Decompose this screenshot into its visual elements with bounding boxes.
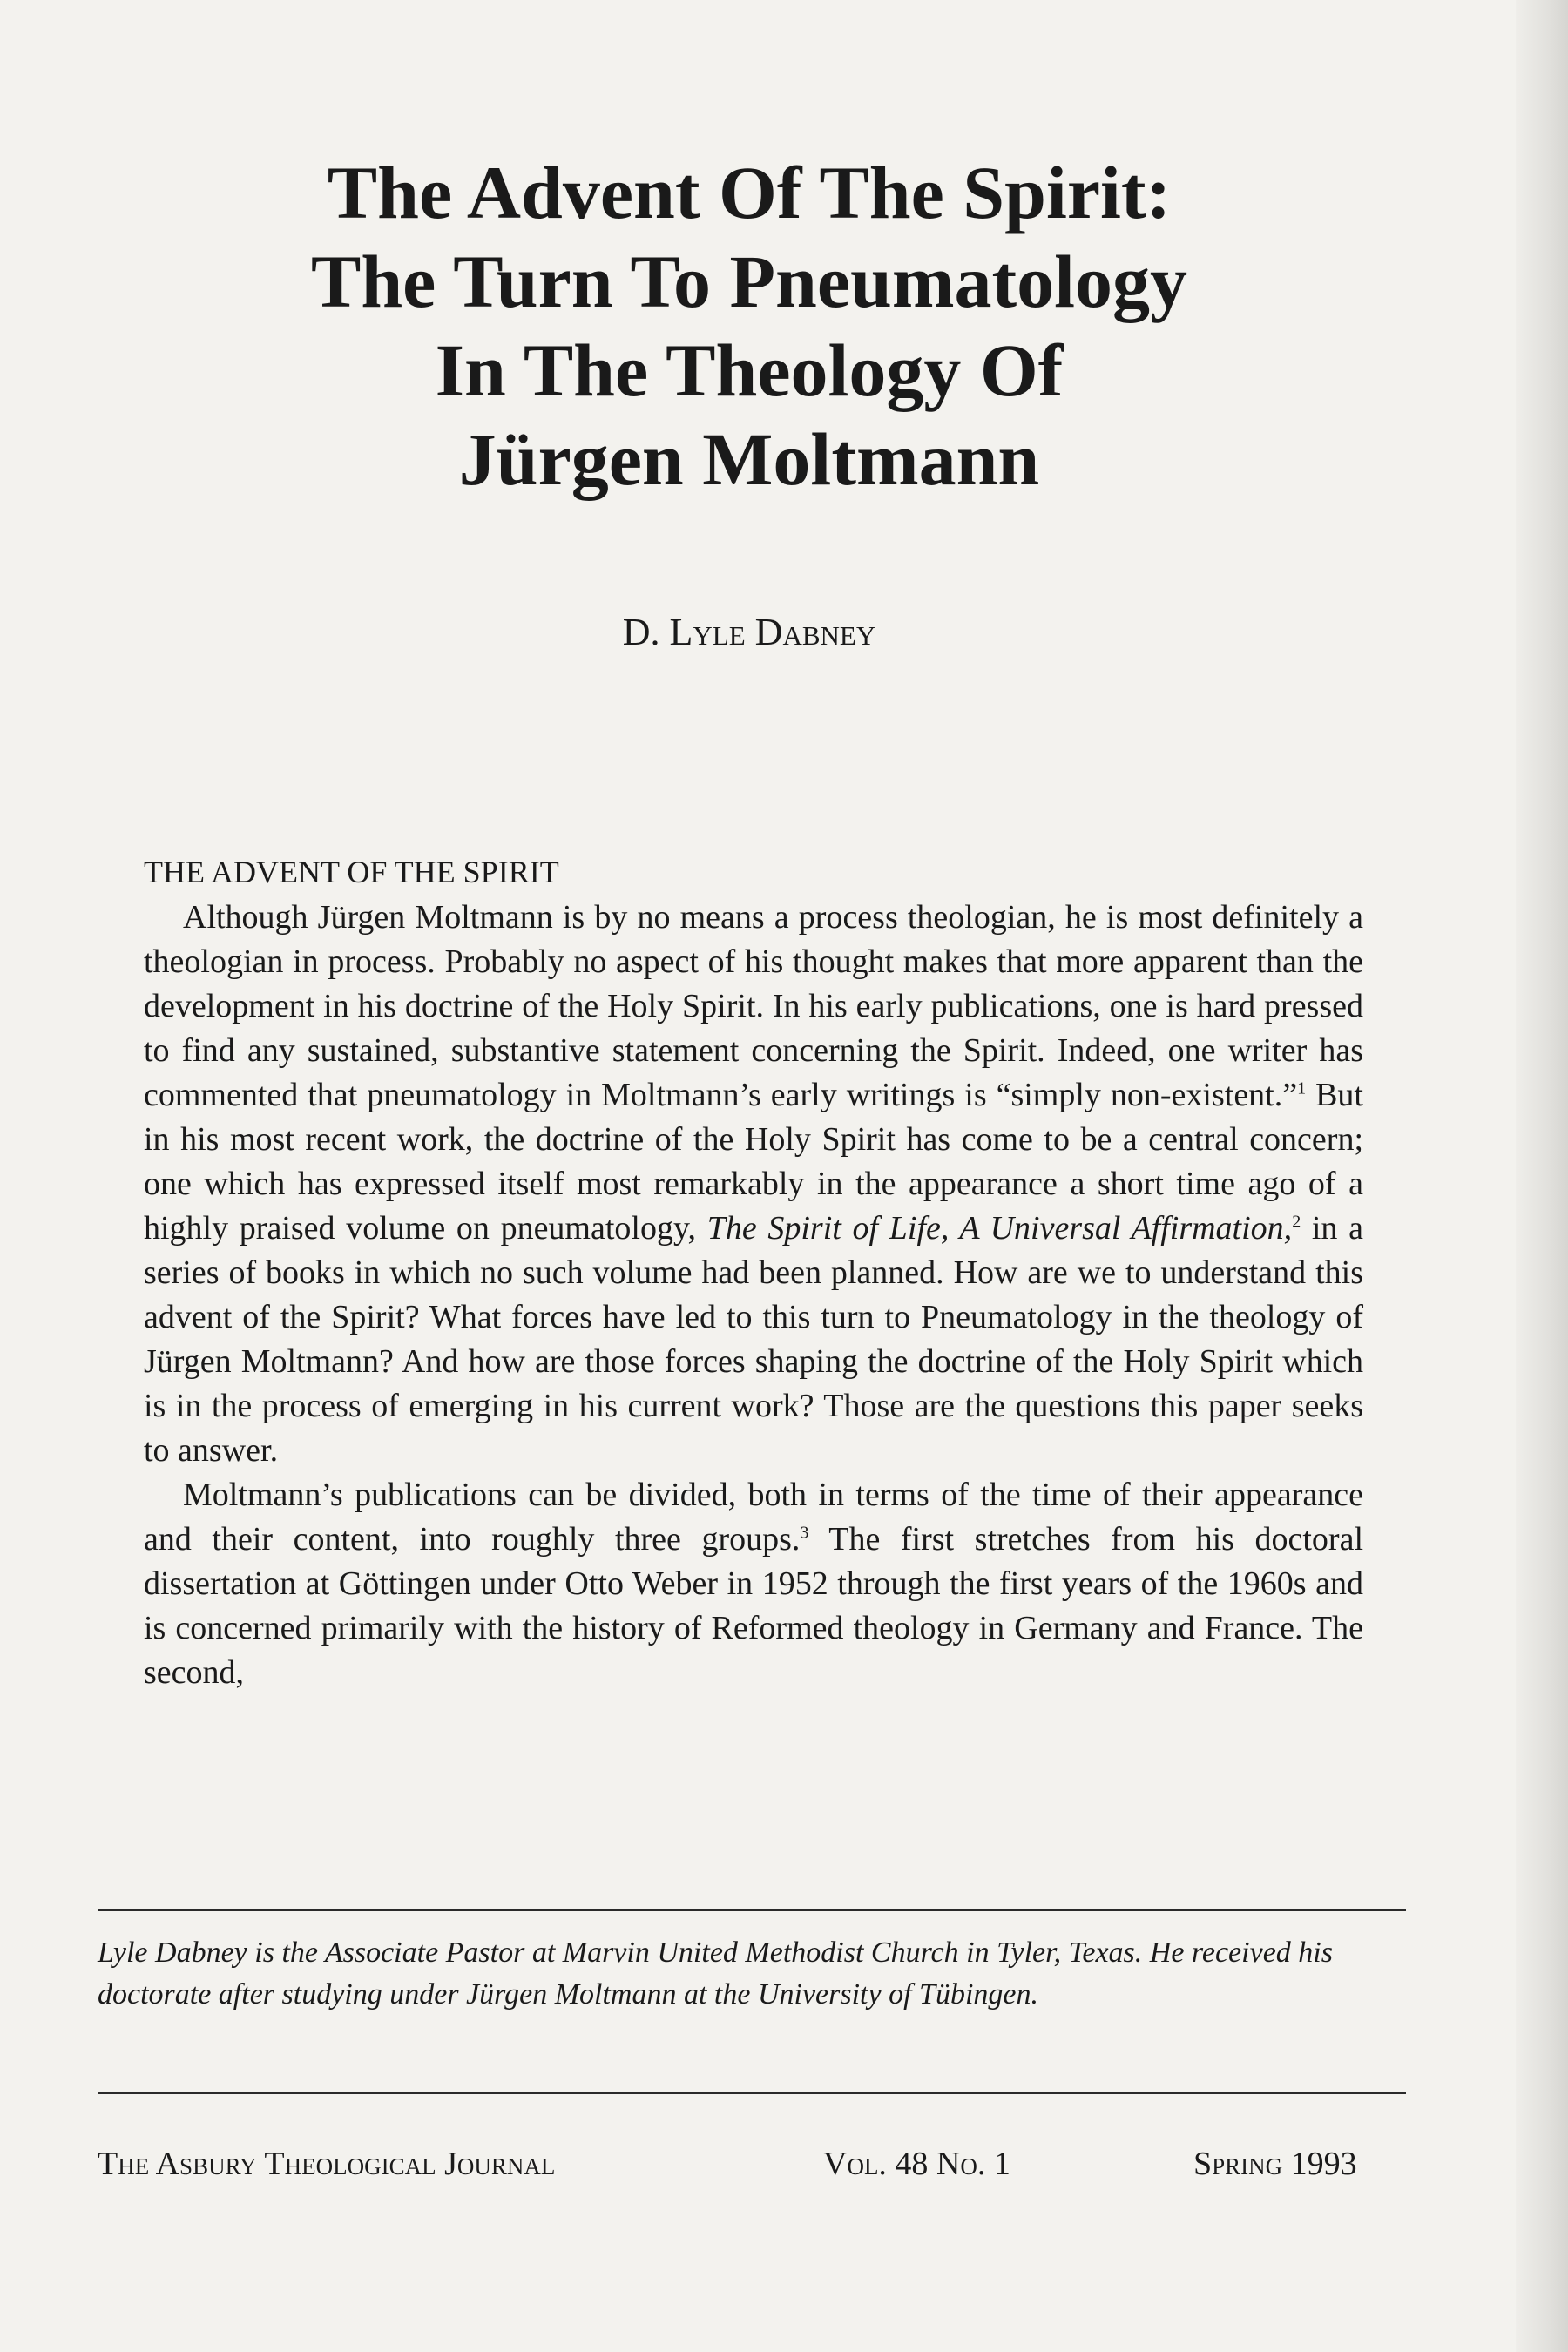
title-line: In The Theology Of [435,328,1064,412]
paragraph [144,896,1363,1473]
footnote-ref: 2 [1292,1212,1301,1232]
footnote-ref: 1 [1297,1078,1307,1098]
section-heading: THE ADVENT OF THE SPIRIT [144,855,559,889]
text-run: The first stretches from his doctoral dissertation at Göttingen under Otto Weber in 1952 through the first years of the 1960s and is concerned primarily with the history of Reformed theology in Germany and France. The second, [144,1521,1363,1691]
title-line: The Turn To Pneumatology [310,240,1188,323]
page-edge-shadow [1516,0,1568,2352]
title-line: Jürgen Moltmann [458,417,1040,501]
text-run: in a series of books in which no such volume had been planned. How are we to understand this advent of the Spirit? What forces have led to this turn to Pneumatology in the theology of Jürgen Moltmann? And how are those forces shaping the doctrine of the Holy Spirit which is in the process of emerging in his current work? Those are the questions this paper seeks to answer. [144,1210,1363,1469]
article-title [122,148,1376,504]
text-run: Although Jürgen Moltmann is by no means a process theologian, he is most definitely a theologian in process. Probably no aspect of his thought makes that more apparent than the development in his doctrine of the Holy Spirit. In his early publications, one is hard pressed to find any sustained, substantive statement concerning the Spirit. Indeed, one writer has commented that pneumatology in Moltmann’s early writings is “simply non-existent.” [144,899,1363,1113]
volume-number: Vol. 48 No. 1 [823,2146,1010,2182]
text-run: But in his most recent work, the doctrine of the Holy Spirit has come to be a central concern; one which has expressed itself most remarkably in the appearance a short time ago of a highly praised volume on pneumatology, [144,1077,1363,1247]
divider-rule [98,1909,1406,1911]
footnote-ref: 3 [800,1523,809,1543]
author-name: D. Lyle Dabney [622,611,876,653]
article-body [144,896,1363,1695]
divider-rule [98,2092,1406,2094]
text-run: Moltmann’s publications can be divided, both in terms of the time of their appearance and their content, into roughly three groups. [144,1477,1363,1558]
issue-season: Spring 1993 [1193,2146,1357,2182]
title-line: The Advent Of The Spirit: [327,151,1172,234]
author-note: Lyle Dabney is the Associate Pastor at Marvin United Methodist Church in Tyler, Texas. He received his doctorate after studying under Jürgen Moltmann at the University of Tübingen. [98,1936,1333,2011]
journal-name: The Asbury Theological Journal [98,2146,556,2182]
paragraph [144,1473,1363,1695]
book-title: The Spirit of Life, A Universal Affirmation, [706,1210,1293,1247]
